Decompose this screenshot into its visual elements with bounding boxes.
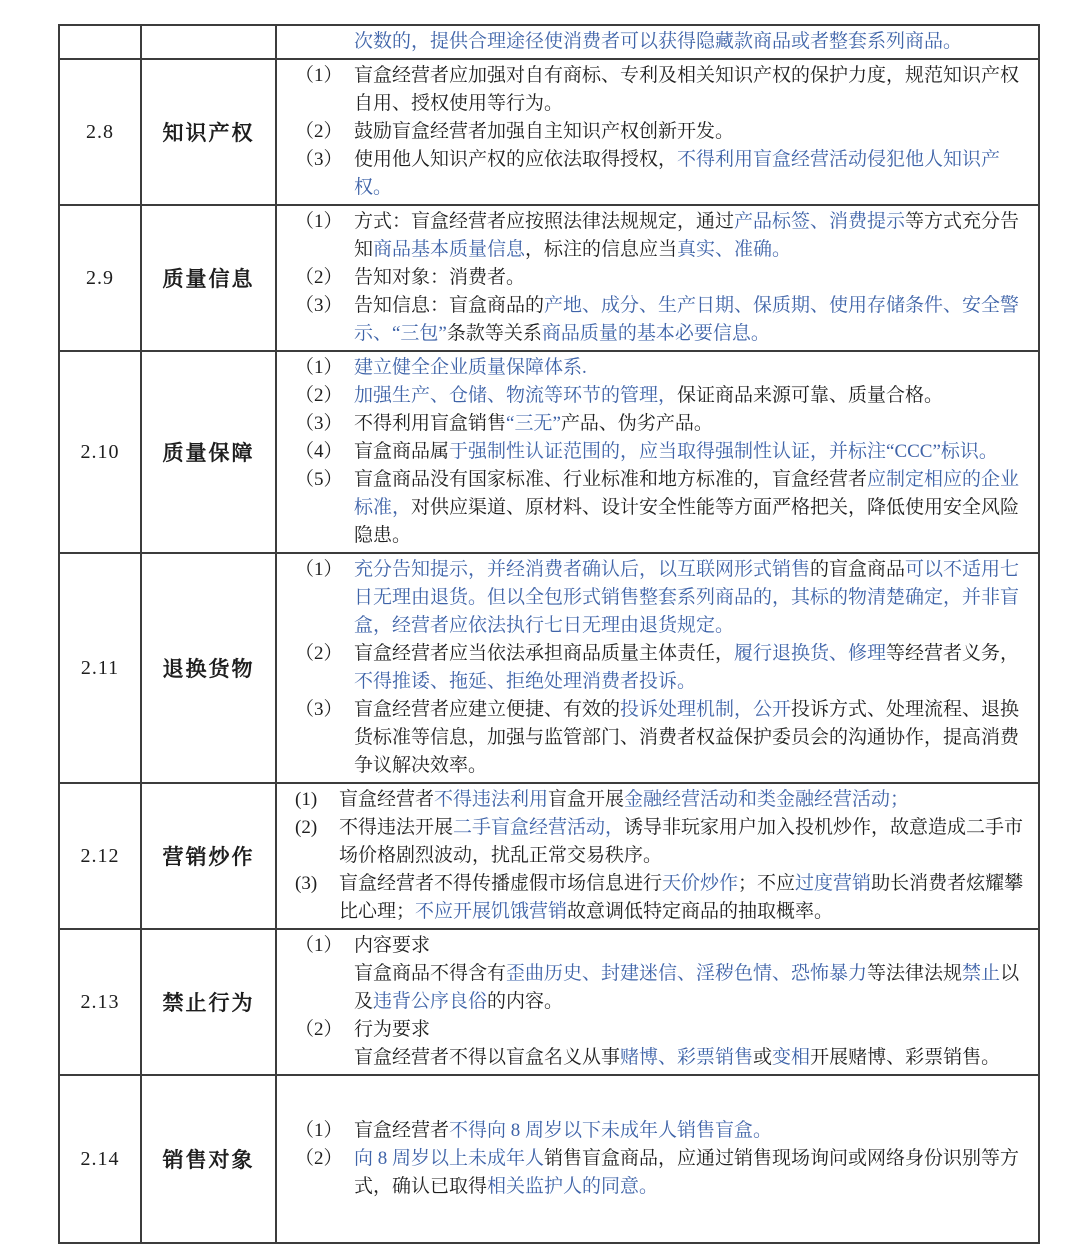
item-text <box>339 786 1026 814</box>
list-item <box>295 208 1026 264</box>
regulations-table <box>58 24 1040 1244</box>
item-text <box>354 466 1026 550</box>
item-text <box>354 208 1026 264</box>
text-segment: 次数的，提供合理途径使消费者可以获得隐藏款商品或者整套系列商品。 <box>354 31 963 52</box>
paragraph <box>295 28 1026 56</box>
list-item <box>295 1145 1026 1201</box>
item-number: （3） <box>295 295 343 316</box>
list-item <box>295 932 1026 960</box>
item-number: （2） <box>295 385 343 406</box>
text-segment: 产品标签、消费提示 <box>734 211 906 232</box>
list-item <box>295 1117 1026 1145</box>
list-item <box>295 118 1026 146</box>
text-segment: 加强生产、仓储、物流等环节的管理， <box>354 385 678 406</box>
item-number: （2） <box>295 1019 343 1040</box>
item-text <box>354 1145 1026 1201</box>
text-segment: 盲盒经营者不得传播虚假市场信息进行 <box>339 873 663 894</box>
item-number: （1） <box>295 211 343 232</box>
text-segment: 不得利用盲盒销售 <box>354 413 507 434</box>
item-number: （2） <box>295 267 343 288</box>
text-segment: 告知信息：盲盒商品的 <box>354 295 545 316</box>
item-text <box>354 118 1026 146</box>
list-item <box>295 438 1026 466</box>
text-segment: 过度营销 <box>795 873 872 894</box>
text-segment: 等法律法规 <box>867 963 963 984</box>
row-number: 2.14 <box>59 1075 141 1243</box>
table-row-2.12 <box>59 783 1039 929</box>
item-text <box>354 963 1019 1012</box>
row-category <box>141 25 276 59</box>
text-segment: 或 <box>753 1047 773 1068</box>
text-segment: 商品基本质量信息 <box>373 239 526 260</box>
text-segment: 商品质量的基本必要信息。 <box>541 323 770 344</box>
text-segment: 销售盲盒商品，应通过销售现场询问或网络身份识别等方式，确认已取得 <box>354 1148 1020 1197</box>
item-number: (2) <box>295 817 318 838</box>
paragraph <box>295 1044 1026 1072</box>
item-number: （1） <box>295 559 343 580</box>
content-cell <box>276 553 1039 783</box>
list-item <box>295 382 1026 410</box>
text-segment: 不得向 8 周岁以下未成年人销售盲盒。 <box>449 1120 773 1141</box>
text-segment: 盲盒经营者应建立便捷、有效的 <box>354 699 621 720</box>
text-segment: 鼓励盲盒经营者加强自主知识产权创新开发。 <box>354 121 735 142</box>
table-row-2.11 <box>59 553 1039 783</box>
item-text <box>354 31 962 52</box>
item-text <box>339 870 1026 926</box>
content-cell <box>276 783 1039 929</box>
item-text <box>354 292 1026 348</box>
table-row-2.9 <box>59 205 1039 351</box>
item-number: （2） <box>295 1148 343 1169</box>
text-segment: 赌博、彩票销售 <box>620 1047 754 1068</box>
list-item <box>295 696 1026 780</box>
list-item <box>295 814 1026 870</box>
row-category: 质量信息 <box>141 205 276 351</box>
table-row-2.14 <box>59 1075 1039 1243</box>
text-segment: 履行退换货、修理 <box>734 643 887 664</box>
row-category: 知识产权 <box>141 59 276 205</box>
list-item <box>295 354 1026 382</box>
item-text <box>354 264 1026 292</box>
text-segment: 盲盒商品属 <box>354 441 450 462</box>
item-text <box>354 1117 1026 1145</box>
item-number: （2） <box>295 643 343 664</box>
row-number: 2.10 <box>59 351 141 553</box>
list-item <box>295 410 1026 438</box>
continuation-row <box>59 25 1039 59</box>
list-item <box>295 292 1026 348</box>
item-number: （1） <box>295 935 343 956</box>
item-text <box>354 146 1026 202</box>
item-text <box>354 410 1026 438</box>
row-number: 2.11 <box>59 553 141 783</box>
table-row-2.13 <box>59 929 1039 1075</box>
text-segment: 向 8 周岁以上未成年人 <box>354 1148 545 1169</box>
text-segment: 建立健全企业质量保障体系. <box>354 357 587 378</box>
row-category: 营销炒作 <box>141 783 276 929</box>
list-item <box>295 870 1026 926</box>
paragraph <box>295 960 1026 1016</box>
text-segment: 违背公序良俗 <box>373 991 488 1012</box>
text-segment: 真实、准确。 <box>677 239 792 260</box>
text-segment: 盲盒商品不得含有 <box>354 963 507 984</box>
table-body <box>59 25 1039 1243</box>
list-item <box>295 62 1026 118</box>
item-number: （1） <box>295 65 343 86</box>
row-category: 质量保障 <box>141 351 276 553</box>
content-cell <box>276 929 1039 1075</box>
text-segment: 投诉处理机制，公开 <box>620 699 792 720</box>
table-row-2.8 <box>59 59 1039 205</box>
text-segment: 不得利用盲盒经营活动侵犯他人知识产权。 <box>354 149 1001 198</box>
row-category: 退换货物 <box>141 553 276 783</box>
text-segment: 盲盒经营者 <box>354 1120 450 1141</box>
content-cell <box>276 205 1039 351</box>
text-segment: 产品、伪劣产品。 <box>560 413 713 434</box>
item-number: （3） <box>295 413 343 434</box>
item-number: （1） <box>295 1120 343 1141</box>
text-segment: 的盲盒商品 <box>810 559 906 580</box>
text-segment: 助长消费者炫耀攀比心理； <box>339 873 1024 922</box>
item-number: （2） <box>295 121 343 142</box>
text-segment: 故意调低特定商品的抽取概率。 <box>567 901 834 922</box>
text-segment: 告知对象：消费者。 <box>354 267 526 288</box>
item-text <box>354 556 1026 640</box>
text-segment: 不得违法开展 <box>339 817 454 838</box>
text-segment: 对供应渠道、原材料、设计安全性能等方面严格把关，降低使用安全风险隐患。 <box>354 497 1020 546</box>
content-cell <box>276 59 1039 205</box>
table-row-2.10 <box>59 351 1039 553</box>
list-item <box>295 146 1026 202</box>
text-segment: 盲盒开展 <box>548 789 625 810</box>
item-number: (1) <box>295 789 318 810</box>
text-segment: 盲盒经营者应当依法承担商品质量主体责任， <box>354 643 735 664</box>
item-text <box>354 640 1026 696</box>
row-category: 销售对象 <box>141 1075 276 1243</box>
text-segment: 投诉方式、处理流程、退换货标准等信息，加强与监管部门、消费者权益保护委员会的沟通协作，提高消费争议解决效率。 <box>354 699 1020 776</box>
text-segment: 条款等关系 <box>446 323 542 344</box>
text-segment: 盲盒商品没有国家标准、行业标准和地方标准的，盲盒经营者 <box>354 469 868 490</box>
text-segment: 不得违法利用 <box>434 789 549 810</box>
list-item <box>295 264 1026 292</box>
item-text <box>354 1016 1026 1044</box>
text-segment: 内容要求 <box>354 935 431 956</box>
text-segment: 可以不适用七日无理由退货。但以全包形式销售整套系列商品的，其标的物清楚确定，并非盲盒，经营者应依法执行七日无理由退货规定。 <box>354 559 1020 636</box>
text-segment: 盲盒经营者不得以盲盒名义从事 <box>354 1047 621 1068</box>
list-item <box>295 466 1026 550</box>
list-item <box>295 556 1026 640</box>
item-text <box>354 382 1026 410</box>
text-segment: 充分告知提示，并经消费者确认后，以互联网形式销售 <box>354 559 811 580</box>
text-segment: 的内容。 <box>487 991 564 1012</box>
text-segment: 天价炒作 <box>662 873 739 894</box>
row-number: 2.9 <box>59 205 141 351</box>
item-number: （4） <box>295 441 343 462</box>
text-segment: ；不应 <box>738 873 796 894</box>
item-text <box>354 438 1026 466</box>
text-segment: ，标注的信息应当 <box>525 239 678 260</box>
item-number: （3） <box>295 699 343 720</box>
row-number: 2.13 <box>59 929 141 1075</box>
text-segment: 不应开展饥饿营销 <box>415 901 568 922</box>
text-segment: 等方式充分告知 <box>354 211 1020 260</box>
content-cell <box>276 351 1039 553</box>
text-segment: 诱导非玩家用户加入投机炒作，故意造成二手市场价格剧烈波动，扰乱正常交易秩序。 <box>339 817 1024 866</box>
item-number: （3） <box>295 149 343 170</box>
text-segment: 等经营者义务， <box>886 643 1020 664</box>
row-category: 禁止行为 <box>141 929 276 1075</box>
item-number: （5） <box>295 469 343 490</box>
text-segment: 盲盒经营者 <box>339 789 435 810</box>
item-text <box>354 1047 1000 1068</box>
text-segment: 行为要求 <box>354 1019 431 1040</box>
item-number: （1） <box>295 357 343 378</box>
content-cell <box>276 1075 1039 1243</box>
text-segment: 禁止 <box>962 963 1001 984</box>
text-segment: 金融经营活动和类金融经营活动； <box>624 789 910 810</box>
text-segment: 开展赌博、彩票销售。 <box>810 1047 1001 1068</box>
text-segment: 盲盒经营者应加强对自有商标、专利及相关知识产权的保护力度，规范知识产权自用、授权使用等行为。 <box>354 65 1020 114</box>
text-segment: 二手盲盒经营活动， <box>453 817 625 838</box>
text-segment: 变相 <box>772 1047 811 1068</box>
row-number: 2.8 <box>59 59 141 205</box>
content-cell <box>276 25 1039 59</box>
text-segment: 应制定相应的企业标准， <box>354 469 1020 518</box>
text-segment: 不得推诿、拖延、拒绝处理消费者投诉。 <box>354 671 697 692</box>
item-text <box>354 354 1026 382</box>
text-segment: 以及 <box>354 963 1020 1012</box>
list-item <box>295 1016 1026 1044</box>
item-text <box>339 814 1026 870</box>
item-text <box>354 62 1026 118</box>
list-item <box>295 640 1026 696</box>
list-item <box>295 786 1026 814</box>
item-number: (3) <box>295 873 318 894</box>
item-text <box>354 932 1026 960</box>
text-segment: 方式：盲盒经营者应按照法律法规规定，通过 <box>354 211 735 232</box>
text-segment: 相关监护人的同意。 <box>487 1176 659 1197</box>
row-number <box>59 25 141 59</box>
text-segment: 使用他人知识产权的应依法取得授权， <box>354 149 678 170</box>
text-segment: 产地、成分、生产日期、保质期、使用存储条件、安全警示、“三包” <box>354 295 1020 344</box>
text-segment: 歪曲历史、封建迷信、淫秽色情、恐怖暴力 <box>506 963 868 984</box>
text-segment: “三无” <box>506 413 561 434</box>
row-number: 2.12 <box>59 783 141 929</box>
item-text <box>354 696 1026 780</box>
text-segment: 保证商品来源可靠、质量合格。 <box>677 385 944 406</box>
text-segment: 于强制性认证范围的，应当取得强制性认证，并标注“CCC”标识。 <box>449 441 998 462</box>
